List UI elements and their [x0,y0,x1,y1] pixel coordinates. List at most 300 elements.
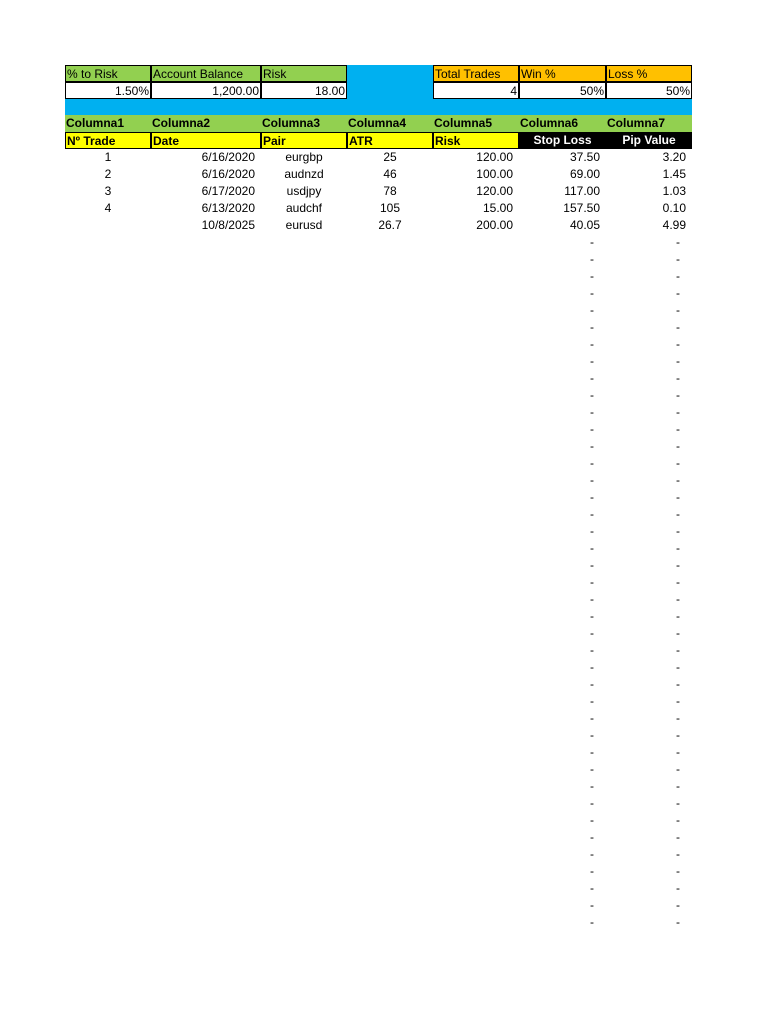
trade-number-cell[interactable]: 2 [104,167,112,181]
date-cell[interactable] [151,778,261,795]
header-atr[interactable]: ATR [347,132,433,149]
stop-loss-cell[interactable]: - [590,422,594,436]
trade-number-cell[interactable] [65,659,151,676]
date-cell[interactable] [151,914,261,931]
atr-cell[interactable] [347,778,433,795]
date-cell[interactable] [151,761,261,778]
trade-number-cell[interactable] [65,642,151,659]
pair-cell[interactable] [261,319,347,336]
summary-label-account-balance[interactable]: Account Balance [151,65,261,82]
date-cell[interactable] [151,472,261,489]
risk-cell[interactable] [433,472,519,489]
atr-cell[interactable]: 105 [379,201,401,215]
atr-cell[interactable] [347,659,433,676]
stop-loss-cell[interactable]: - [590,711,594,725]
pip-value-cell[interactable]: - [676,694,680,708]
risk-cell[interactable] [433,387,519,404]
date-cell[interactable] [151,591,261,608]
stop-loss-cell[interactable]: - [590,592,594,606]
pair-cell[interactable] [261,778,347,795]
summary-label-loss-percent[interactable]: Loss % [606,65,692,82]
date-cell[interactable] [151,829,261,846]
stop-loss-cell[interactable]: - [590,609,594,623]
trade-number-cell[interactable] [65,914,151,931]
pip-value-cell[interactable]: - [676,541,680,555]
pair-cell[interactable] [261,336,347,353]
pair-cell[interactable] [261,608,347,625]
pair-cell[interactable] [261,370,347,387]
atr-cell[interactable] [347,234,433,251]
date-cell[interactable] [151,438,261,455]
trade-number-cell[interactable] [65,489,151,506]
stop-loss-cell[interactable]: - [590,235,594,249]
pip-value-cell[interactable]: - [676,405,680,419]
atr-cell[interactable] [347,370,433,387]
pip-value-cell[interactable]: - [676,830,680,844]
date-cell[interactable] [151,489,261,506]
pip-value-cell[interactable]: - [676,422,680,436]
pip-value-cell[interactable]: - [676,235,680,249]
pip-value-cell[interactable]: - [676,626,680,640]
risk-cell[interactable] [433,778,519,795]
risk-cell[interactable] [433,727,519,744]
atr-cell[interactable] [347,897,433,914]
pair-cell[interactable] [261,472,347,489]
risk-cell[interactable] [433,829,519,846]
atr-cell[interactable]: 26.7 [378,218,402,232]
atr-cell[interactable] [347,251,433,268]
stop-loss-cell[interactable]: - [590,864,594,878]
trade-number-cell[interactable] [65,744,151,761]
pair-cell[interactable] [261,846,347,863]
date-cell[interactable] [151,863,261,880]
trade-number-cell[interactable] [65,336,151,353]
pair-cell[interactable] [261,285,347,302]
date-cell[interactable] [151,455,261,472]
pip-value-cell[interactable]: - [676,898,680,912]
pair-cell[interactable] [261,540,347,557]
pip-value-cell[interactable]: - [676,269,680,283]
pip-value-cell[interactable]: - [676,643,680,657]
atr-cell[interactable] [347,608,433,625]
pip-value-cell[interactable]: - [676,592,680,606]
pip-value-cell[interactable]: - [676,473,680,487]
pair-cell[interactable] [261,829,347,846]
date-cell[interactable] [151,540,261,557]
risk-cell[interactable] [433,693,519,710]
trade-number-cell[interactable] [65,319,151,336]
date-cell[interactable] [151,897,261,914]
stop-loss-cell[interactable]: - [590,898,594,912]
pip-value-cell[interactable]: - [676,286,680,300]
risk-cell[interactable] [433,319,519,336]
date-cell[interactable] [151,812,261,829]
atr-cell[interactable] [347,625,433,642]
summary-label-risk[interactable]: Risk [261,65,347,82]
stop-loss-cell[interactable]: - [590,524,594,538]
stop-loss-cell[interactable]: - [590,252,594,266]
column-name-4[interactable]: Columna4 [348,116,407,130]
atr-cell[interactable] [347,302,433,319]
pair-cell[interactable]: eurusd [285,218,323,232]
pip-value-cell[interactable]: - [676,762,680,776]
trade-number-cell[interactable] [65,557,151,574]
stop-loss-cell[interactable]: - [590,371,594,385]
risk-cell[interactable] [433,370,519,387]
summary-label-win-percent[interactable]: Win % [519,65,606,82]
trade-number-cell[interactable]: 4 [104,201,112,215]
stop-loss-cell[interactable]: - [590,830,594,844]
pip-value-cell[interactable]: - [676,677,680,691]
pair-cell[interactable]: eurgbp [285,150,323,164]
summary-value-risk[interactable]: 18.00 [261,82,347,99]
date-cell[interactable] [151,336,261,353]
stop-loss-cell[interactable]: - [590,439,594,453]
pair-cell[interactable] [261,523,347,540]
date-cell[interactable] [151,370,261,387]
column-name-7[interactable]: Columna7 [607,116,666,130]
atr-cell[interactable] [347,693,433,710]
atr-cell[interactable] [347,285,433,302]
trade-number-cell[interactable] [65,608,151,625]
stop-loss-cell[interactable]: 117.00 [564,184,600,198]
pip-value-cell[interactable]: 4.99 [662,218,686,232]
trade-number-cell[interactable] [65,574,151,591]
risk-cell[interactable] [433,812,519,829]
summary-value-risk-percent[interactable]: 1.50% [65,82,151,99]
pip-value-cell[interactable]: - [676,728,680,742]
summary-label-total-trades[interactable]: Total Trades [433,65,519,82]
pip-value-cell[interactable]: - [676,558,680,572]
risk-cell[interactable]: 200.00 [476,218,513,232]
date-cell[interactable] [151,574,261,591]
risk-cell[interactable]: 100.00 [476,167,513,181]
date-cell[interactable] [151,795,261,812]
stop-loss-cell[interactable]: - [590,643,594,657]
stop-loss-cell[interactable]: - [590,779,594,793]
trade-number-cell[interactable] [65,455,151,472]
trade-number-cell[interactable] [65,506,151,523]
stop-loss-cell[interactable]: - [590,337,594,351]
stop-loss-cell[interactable]: - [590,507,594,521]
atr-cell[interactable] [347,642,433,659]
date-cell[interactable] [151,744,261,761]
atr-cell[interactable] [347,676,433,693]
atr-cell[interactable] [347,540,433,557]
stop-loss-cell[interactable]: - [590,558,594,572]
atr-cell[interactable] [347,523,433,540]
pair-cell[interactable] [261,863,347,880]
pip-value-cell[interactable]: - [676,847,680,861]
column-name-5[interactable]: Columna5 [434,116,493,130]
date-cell[interactable]: 10/8/2025 [201,218,255,232]
trade-number-cell[interactable] [65,523,151,540]
date-cell[interactable] [151,387,261,404]
pip-value-cell[interactable]: - [676,609,680,623]
atr-cell[interactable] [347,880,433,897]
pip-value-cell[interactable]: 1.03 [662,184,686,198]
stop-loss-cell[interactable]: - [590,677,594,691]
pip-value-cell[interactable]: - [676,813,680,827]
date-cell[interactable] [151,319,261,336]
pair-cell[interactable] [261,404,347,421]
atr-cell[interactable] [347,761,433,778]
risk-cell[interactable] [433,574,519,591]
risk-cell[interactable]: 120.00 [476,184,513,198]
risk-cell[interactable] [433,557,519,574]
trade-number-cell[interactable]: 1 [104,150,112,164]
risk-cell[interactable]: 15.00 [482,201,513,215]
summary-value-win-percent[interactable]: 50% [519,82,606,99]
risk-cell[interactable] [433,540,519,557]
risk-cell[interactable] [433,642,519,659]
pair-cell[interactable] [261,591,347,608]
pip-value-cell[interactable]: - [676,439,680,453]
trade-number-cell[interactable] [65,761,151,778]
atr-cell[interactable] [347,472,433,489]
date-cell[interactable] [151,727,261,744]
risk-cell[interactable]: 120.00 [476,150,513,164]
date-cell[interactable]: 6/13/2020 [201,201,255,215]
stop-loss-cell[interactable]: 157.50 [563,201,600,215]
pair-cell[interactable] [261,353,347,370]
stop-loss-cell[interactable]: - [590,490,594,504]
trade-number-cell[interactable] [65,625,151,642]
pair-cell[interactable] [261,421,347,438]
header-stop-loss[interactable]: Stop Loss [519,132,606,149]
header-pair[interactable]: Pair [261,132,347,149]
pair-cell[interactable] [261,676,347,693]
pip-value-cell[interactable]: - [676,745,680,759]
stop-loss-cell[interactable]: 37.50 [569,150,600,164]
pair-cell[interactable] [261,268,347,285]
summary-value-total-trades[interactable]: 4 [433,82,519,99]
trade-number-cell[interactable] [65,897,151,914]
pair-cell[interactable] [261,387,347,404]
stop-loss-cell[interactable]: - [590,541,594,555]
pair-cell[interactable] [261,302,347,319]
atr-cell[interactable] [347,336,433,353]
trade-number-cell[interactable] [65,540,151,557]
pair-cell[interactable] [261,710,347,727]
pair-cell[interactable] [261,642,347,659]
atr-cell[interactable] [347,319,433,336]
atr-cell[interactable] [347,744,433,761]
pip-value-cell[interactable]: - [676,490,680,504]
pair-cell[interactable] [261,234,347,251]
risk-cell[interactable] [433,710,519,727]
trade-number-cell[interactable] [65,693,151,710]
pair-cell[interactable] [261,880,347,897]
pair-cell[interactable] [261,693,347,710]
pair-cell[interactable] [261,897,347,914]
stop-loss-cell[interactable]: - [590,660,594,674]
date-cell[interactable] [151,353,261,370]
stop-loss-cell[interactable]: - [590,354,594,368]
risk-cell[interactable] [433,914,519,931]
stop-loss-cell[interactable]: - [590,575,594,589]
atr-cell[interactable] [347,455,433,472]
pair-cell[interactable] [261,659,347,676]
trade-number-cell[interactable] [65,404,151,421]
date-cell[interactable] [151,285,261,302]
stop-loss-cell[interactable]: - [590,813,594,827]
pair-cell[interactable] [261,625,347,642]
risk-cell[interactable] [433,659,519,676]
pair-cell[interactable] [261,489,347,506]
stop-loss-cell[interactable]: - [590,269,594,283]
stop-loss-cell[interactable]: - [590,915,594,929]
pip-value-cell[interactable]: - [676,252,680,266]
atr-cell[interactable] [347,268,433,285]
date-cell[interactable]: 6/16/2020 [201,167,255,181]
stop-loss-cell[interactable]: - [590,626,594,640]
stop-loss-cell[interactable]: 69.00 [569,167,600,181]
summary-value-account-balance[interactable]: 1,200.00 [151,82,261,99]
stop-loss-cell[interactable]: - [590,303,594,317]
pair-cell[interactable] [261,506,347,523]
atr-cell[interactable] [347,829,433,846]
stop-loss-cell[interactable]: - [590,847,594,861]
atr-cell[interactable] [347,591,433,608]
date-cell[interactable] [151,302,261,319]
trade-number-cell[interactable] [65,863,151,880]
risk-cell[interactable] [433,353,519,370]
atr-cell[interactable] [347,489,433,506]
stop-loss-cell[interactable]: - [590,728,594,742]
stop-loss-cell[interactable]: 40.05 [569,218,600,232]
pip-value-cell[interactable]: - [676,388,680,402]
pip-value-cell[interactable]: - [676,354,680,368]
atr-cell[interactable] [347,710,433,727]
header-trade-number[interactable]: Nº Trade [65,132,151,149]
risk-cell[interactable] [433,676,519,693]
risk-cell[interactable] [433,489,519,506]
pip-value-cell[interactable]: - [676,303,680,317]
risk-cell[interactable] [433,608,519,625]
risk-cell[interactable] [433,897,519,914]
atr-cell[interactable] [347,863,433,880]
date-cell[interactable] [151,421,261,438]
summary-value-loss-percent[interactable]: 50% [606,82,692,99]
blue-fill-cell[interactable] [347,82,433,99]
date-cell[interactable] [151,659,261,676]
date-cell[interactable]: 6/17/2020 [201,184,255,198]
pair-cell[interactable] [261,761,347,778]
pip-value-cell[interactable]: - [676,779,680,793]
risk-cell[interactable] [433,761,519,778]
atr-cell[interactable] [347,795,433,812]
date-cell[interactable] [151,557,261,574]
atr-cell[interactable] [347,438,433,455]
trade-number-cell[interactable] [65,880,151,897]
pip-value-cell[interactable]: - [676,371,680,385]
atr-cell[interactable] [347,353,433,370]
atr-cell[interactable] [347,421,433,438]
risk-cell[interactable] [433,625,519,642]
pair-cell[interactable]: usdjpy [286,184,322,198]
date-cell[interactable] [151,846,261,863]
trade-number-cell[interactable] [65,438,151,455]
header-risk[interactable]: Risk [433,132,519,149]
trade-number-cell[interactable] [65,370,151,387]
column-name-2[interactable]: Columna2 [152,116,211,130]
pair-cell[interactable] [261,438,347,455]
pair-cell[interactable] [261,455,347,472]
trade-number-cell[interactable] [65,268,151,285]
trade-number-cell[interactable] [65,710,151,727]
pip-value-cell[interactable]: - [676,320,680,334]
trade-number-cell[interactable] [65,846,151,863]
pip-value-cell[interactable]: - [676,915,680,929]
pair-cell[interactable]: audchf [285,201,323,215]
column-name-6[interactable]: Columna6 [520,116,579,130]
atr-cell[interactable] [347,846,433,863]
trade-number-cell[interactable] [65,472,151,489]
pip-value-cell[interactable]: - [676,456,680,470]
trade-number-cell[interactable] [65,302,151,319]
stop-loss-cell[interactable]: - [590,473,594,487]
pair-cell[interactable] [261,795,347,812]
atr-cell[interactable] [347,557,433,574]
pair-cell[interactable] [261,744,347,761]
pip-value-cell[interactable]: - [676,796,680,810]
trade-number-cell[interactable]: 3 [104,184,112,198]
date-cell[interactable] [151,625,261,642]
atr-cell[interactable] [347,812,433,829]
trade-number-cell[interactable] [65,676,151,693]
pip-value-cell[interactable]: - [676,507,680,521]
trade-number-cell[interactable] [65,829,151,846]
atr-cell[interactable]: 25 [383,150,397,164]
trade-number-cell[interactable] [65,778,151,795]
stop-loss-cell[interactable]: - [590,405,594,419]
date-cell[interactable] [151,710,261,727]
risk-cell[interactable] [433,846,519,863]
risk-cell[interactable] [433,591,519,608]
risk-cell[interactable] [433,404,519,421]
pair-cell[interactable] [261,812,347,829]
date-cell[interactable] [151,404,261,421]
risk-cell[interactable] [433,523,519,540]
trade-number-cell[interactable] [65,795,151,812]
header-pip-value[interactable]: Pip Value [606,132,692,149]
trade-number-cell[interactable] [65,812,151,829]
pair-cell[interactable] [261,574,347,591]
atr-cell[interactable]: 78 [383,184,397,198]
atr-cell[interactable] [347,914,433,931]
stop-loss-cell[interactable]: - [590,286,594,300]
pair-cell[interactable] [261,557,347,574]
pair-cell[interactable] [261,251,347,268]
pip-value-cell[interactable]: - [676,524,680,538]
stop-loss-cell[interactable]: - [590,320,594,334]
date-cell[interactable] [151,268,261,285]
stop-loss-cell[interactable]: - [590,881,594,895]
pip-value-cell[interactable]: - [676,881,680,895]
pip-value-cell[interactable]: - [676,337,680,351]
pair-cell[interactable]: audnzd [284,167,324,181]
pip-value-cell[interactable]: 3.20 [662,150,686,164]
pip-value-cell[interactable]: - [676,575,680,589]
risk-cell[interactable] [433,234,519,251]
risk-cell[interactable] [433,268,519,285]
atr-cell[interactable] [347,727,433,744]
stop-loss-cell[interactable]: - [590,745,594,759]
date-cell[interactable] [151,251,261,268]
risk-cell[interactable] [433,336,519,353]
risk-cell[interactable] [433,251,519,268]
